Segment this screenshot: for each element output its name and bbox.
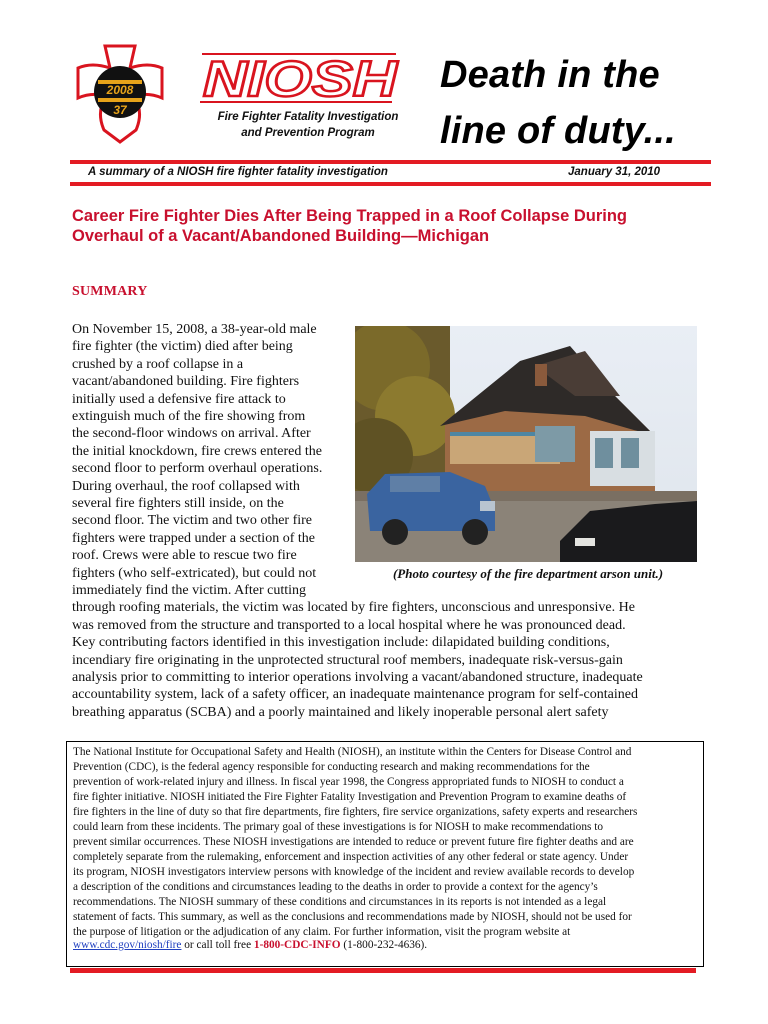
summary-line: fighters were trapped under a section of the — [72, 530, 315, 546]
summary-line: second floor. The victim and two other fire — [72, 513, 313, 529]
summary-line: fighters (who self-extricated), but could not — [72, 565, 317, 581]
summary-line: Key contributing factors identified in this investigation include: dilapidated building conditions, — [72, 635, 610, 651]
info-box-line: prevent similar occurrences. These NIOSH investigations are intended to reduce or prevent future fire fighter deaths and are — [73, 836, 634, 848]
header-rule-top — [70, 160, 711, 164]
summary-line: several fire fighters still inside, on the — [72, 496, 284, 511]
info-box-line: a description of the conditions and circumstances leading to the deaths in order to provide a context for the agency’s — [73, 881, 598, 893]
info-box-line: recommendations. The NIOSH summary of these conditions and circumstances in its reports is not intended as a legal — [73, 896, 607, 908]
summary-line: During overhaul, the roof collapsed with — [72, 478, 300, 494]
header-rule-bottom — [70, 182, 711, 186]
emblem-year: 2008 — [106, 83, 134, 97]
niosh-logo — [196, 46, 406, 108]
report-title-line1: Career Fire Fighter Dies After Being Trapped in a Roof Collapse During — [72, 207, 627, 225]
summary-line: fire fighter (the victim) died after being — [72, 339, 293, 355]
summary-line: second floor to perform overhaul operations. — [72, 461, 323, 477]
summary-line: crushed by a roof collapse in a — [72, 356, 244, 372]
summary-line: the initial knockdown, fire crews entered the — [72, 443, 322, 459]
program-website-link[interactable]: www.cdc.gov/niosh/fire — [73, 939, 182, 951]
summary-line: immediately find the victim. After cutting — [72, 583, 307, 598]
summary-heading: SUMMARY — [72, 284, 148, 299]
program-name-line2: and Prevention Program — [241, 127, 375, 139]
summary-line: analysis prior to committing to interior operations involving a vacant/abandoned structure, inadequate — [72, 670, 643, 685]
info-box-line: fire fighters in the line of duty so that fire departments, fire fighters, fire service organizations, safety experts and researchers — [73, 806, 638, 818]
info-contact-middle: or call toll free — [181, 939, 254, 951]
info-contact-line — [73, 938, 427, 953]
summary-line: accountability system, lack of a safety officer, an inadequate maintenance program for self-contained — [72, 687, 638, 703]
headline-line1: Death in the — [440, 54, 660, 96]
footer-rule — [70, 968, 696, 973]
report-title-line2: Overhaul of a Vacant/Abandoned Building—Michigan — [72, 227, 490, 245]
summary-line: incendiary fire originating in the unprotected structural roof members, inadequate risk-versus-gain — [72, 652, 623, 668]
photo-caption: (Photo courtesy of the fire department arson unit.) — [392, 566, 664, 581]
toll-free-number: 1-800-CDC-INFO — [253, 939, 341, 951]
summary-line: roof. Crews were able to rescue two fire — [72, 548, 297, 564]
summary-line: vacant/abandoned building. Fire fighters — [72, 374, 300, 390]
info-contact-end: (1-800-232-4636). — [340, 939, 428, 951]
report-date: January 31, 2010 — [568, 166, 661, 178]
info-box-line: fire fighter initiative. NIOSH initiated the Fire Fighter Fatality Investigation and Prevention Program to examine deaths of — [73, 791, 627, 803]
emblem-number: 37 — [113, 103, 127, 117]
info-box-line: The National Institute for Occupational Safety and Health (NIOSH), an institute within the Centers for Disease Control and — [73, 746, 632, 758]
info-box-line: completely separate from the rulemaking, enforcement and inspection activities of any other federal or state agency. Under — [73, 851, 629, 863]
info-box-line: could learn from these incidents. The primary goal of these investigations is for NIOSH to make recommendations to — [73, 821, 603, 833]
summary-line: through roofing materials, the victim was located by fire fighters, unconscious and unresponsive. He — [72, 600, 635, 616]
info-box-line: statement of facts. This summary, as well as the conclusions and recommendations made by NIOSH, should not be used for — [73, 911, 632, 923]
report-type-label: A summary of a NIOSH fire fighter fatality investigation — [88, 166, 388, 178]
summary-line: initially used a defensive fire attack to — [72, 391, 286, 407]
summary-line: was removed from the structure and transported to a local hospital where he was pronounced dead. — [72, 617, 626, 633]
headline-line2: line of duty... — [440, 110, 676, 152]
summary-line: breathing apparatus (SCBA) and a poorly maintained and likely inoperable personal alert safety — [72, 704, 609, 720]
report-title — [72, 206, 702, 246]
summary-line: On November 15, 2008, a 38-year-old male — [72, 322, 317, 337]
fire-department-emblem — [70, 40, 170, 150]
info-box-line: prevention of work-related injury and illness. In fiscal year 1998, the Congress appropriated funds to NIOSH to conduct a — [73, 776, 624, 788]
info-box-line: the purpose of litigation or the adjudication of any claim. For further information, visit the program website at — [73, 926, 571, 938]
summary-line: the second-floor windows on arrival. After — [72, 426, 311, 442]
info-box-line: its program, NIOSH investigators interview persons with knowledge of the incident and review available records to develop — [73, 866, 635, 878]
summary-line: extinguish much of the fire showing from — [72, 409, 306, 424]
program-name-line1: Fire Fighter Fatality Investigation — [217, 111, 399, 123]
niosh-logo-text: NIOSH — [203, 51, 399, 107]
incident-photo — [355, 326, 697, 562]
info-box-line: Prevention (CDC), is the federal agency responsible for conducting research and making recommendations for the — [73, 761, 590, 773]
